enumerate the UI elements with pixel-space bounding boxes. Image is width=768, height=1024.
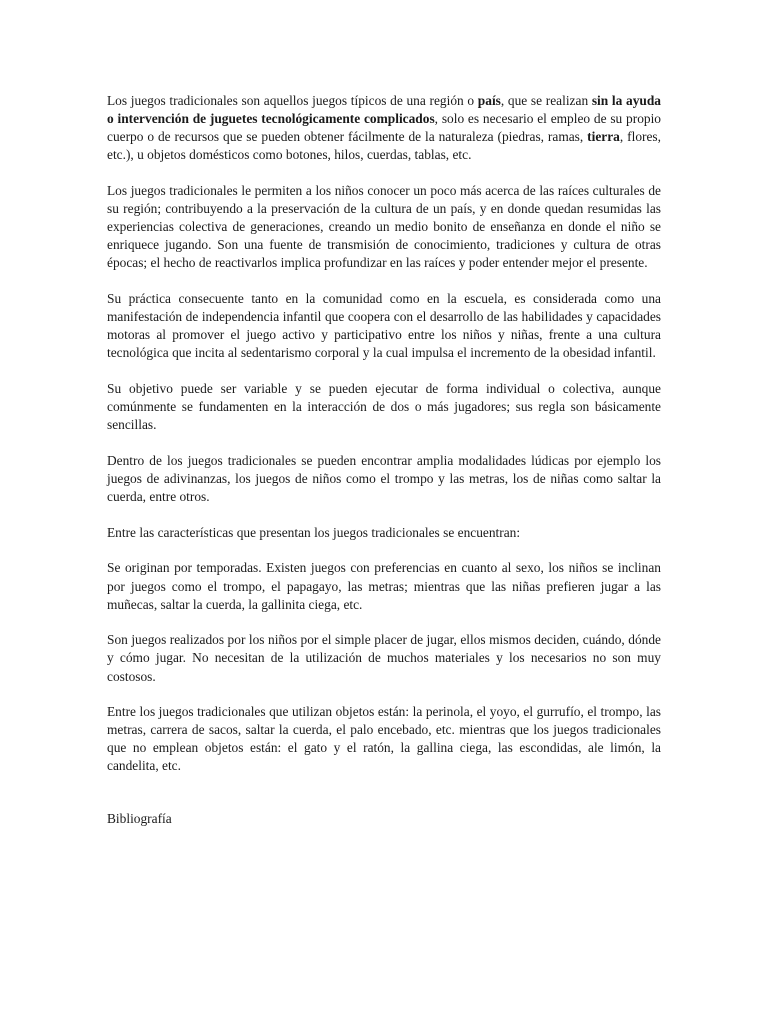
text-run: Entre los juegos tradicionales que utilizan objetos están: la perinola, el yoyo, el gurrufío, el trompo, las metras, carrera de sacos, saltar la cuerda, el palo encebado, etc. mientras que los juegos tradicionales que no emplean objetos están: el gato y el ratón, la gallina ciega, las escondidas, ale limón, la candelita, etc. (107, 704, 661, 774)
paragraph (107, 703, 661, 775)
text-run: , solo es necesario el empleo de su propio cuerpo o de recursos que se pueden obtener fácilmente de la naturaleza (piedras, ramas, (107, 111, 662, 145)
paragraph (107, 182, 661, 272)
paragraph (107, 559, 661, 613)
document-body (107, 92, 661, 845)
paragraph (107, 524, 661, 542)
paragraph (107, 290, 661, 362)
bibliography-heading: Bibliografía (107, 810, 172, 826)
bold-text: país (477, 93, 501, 108)
paragraph (107, 92, 661, 164)
text-run: Se originan por temporadas. Existen juegos con preferencias en cuanto al sexo, los niños se inclinan por juegos como el trompo, el papagayo, las metras; mientras que las niñas prefieren jugar a las muñecas, saltar la cuerda, la gallinita ciega, etc. (107, 560, 661, 612)
text-run: Su objetivo puede ser variable y se pueden ejecutar de forma individual o colectiva, aunque comúnmente se fundamenten en la interacción de dos o más jugadores; sus regla son básicamente sencillas. (107, 381, 661, 433)
paragraph-list (107, 92, 661, 776)
paragraph (107, 452, 661, 506)
bold-text: sin la ayuda o intervención de juguetes tecnológicamente complicados (107, 93, 661, 127)
text-run: Su práctica consecuente tanto en la comunidad como en la escuela, es considerada como una manifestación de independencia infantil que coopera con el desarrollo de las habilidades y capacidades motoras al promover el juego activo y participativo entre los niños y niñas, frente a una cultura tecnológica que incita al sedentarismo corporal y la cual impulsa el incremento de la obesidad infantil. (107, 291, 661, 361)
text-run: Son juegos realizados por los niños por el simple placer de jugar, ellos mismos deciden, cuándo, dónde y cómo jugar. No necesitan de la utilización de muchos materiales y los necesarios no son muy costosos. (107, 632, 661, 684)
text-run: Los juegos tradicionales le permiten a los niños conocer un poco más acerca de las raíces culturales de su región; contribuyendo a la preservación de la cultura de un país, y en donde quedan resumidas las experiencias colectiva de generaciones, creando un medio bonito de enseñanza en donde el niño se enriquece jugando. Son una fuente de transmisión de conocimiento, tradiciones y cultura de otras épocas; el hecho de reactivarlos implica profundizar en las raíces y poder entender mejor el presente. (107, 182, 661, 271)
text-run: Dentro de los juegos tradicionales se pueden encontrar amplia modalidades lúdicas por ejemplo los juegos de adivinanzas, los juegos de niños como el trompo y las metras, los de niñas como saltar la cuerda, entre otros. (107, 452, 661, 505)
text-run: Los juegos tradicionales son aquellos juegos típicos de una región o (107, 93, 478, 108)
paragraph (107, 380, 661, 434)
text-run: , flores, etc.), u objetos domésticos como botones, hilos, cuerdas, tablas, etc. (107, 129, 661, 163)
text-run: Entre las características que presentan los juegos tradicionales se encuentran: (107, 524, 521, 540)
bold-text: tierra (587, 129, 620, 145)
paragraph (107, 631, 661, 685)
text-run: , que se realizan (500, 93, 592, 108)
